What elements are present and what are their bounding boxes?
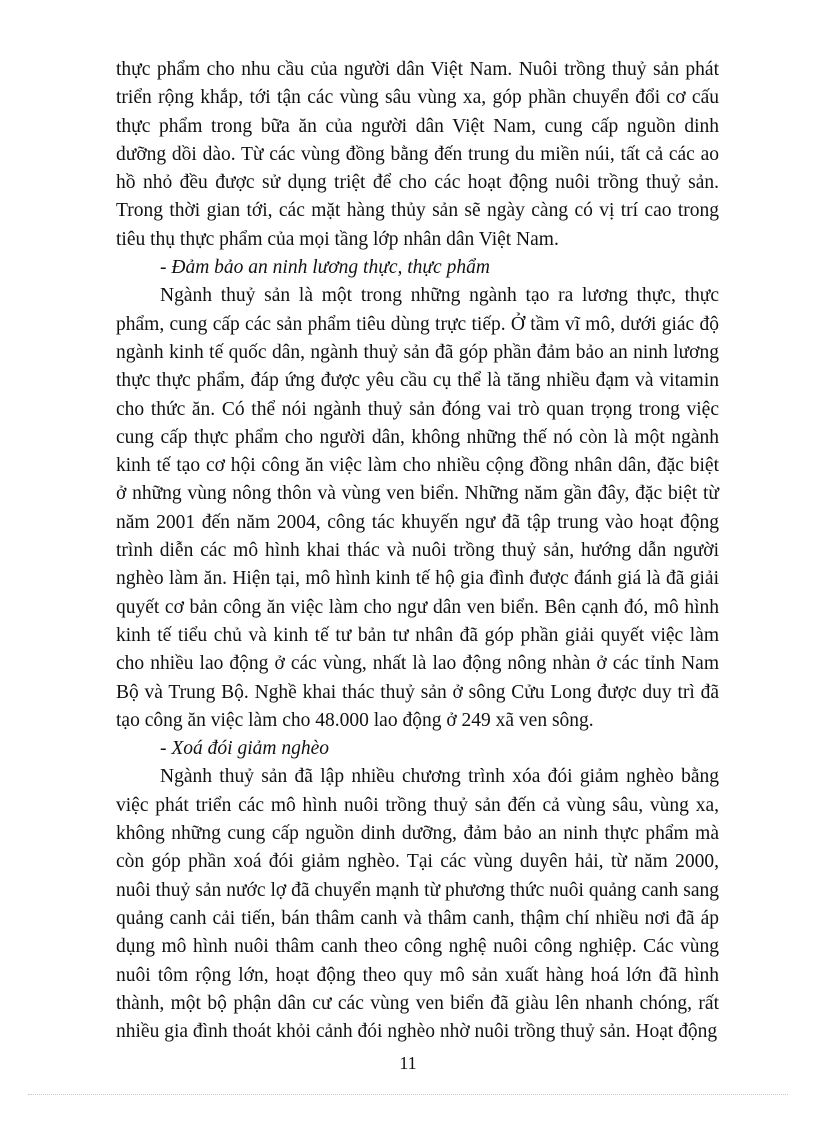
- section-heading-poverty-reduction: - Xoá đói giảm nghèo: [160, 738, 329, 760]
- page-bottom-divider: [28, 1094, 788, 1095]
- document-page: [116, 56, 719, 1046]
- paragraph-food-security: Ngành thuỷ sản là một trong những ngành tạo ra lương thực, thực phẩm, cung cấp các sản phẩm tiêu dùng trực tiếp. Ở tầm vĩ mô, dưới giác độ ngành kinh tế quốc dân, ngành thuỷ sản đã góp phần đảm bảo an ninh lương thực thực phẩm, đáp ứng được yêu cầu cụ thể là tăng nhiều đạm và vitamin cho thức ăn. Có thể nói ngành thuỷ sản đóng vai trò quan trọng trong việc cung cấp thực phẩm cho người dân, không những thế nó còn là một ngành kinh tế tạo cơ hội công ăn việc làm cho nhiều cộng đồng nhân dân, đặc biệt ở những vùng nông thôn và vùng ven biển. Những năm gần đây, đặc biệt từ năm 2001 đến năm 2004, công tác khuyến ngư đã tập trung vào hoạt động trình diễn các mô hình khai thác và nuôi trồng thuỷ sản, hướng dẫn người nghèo làm ăn. Hiện tại, mô hình kinh tế hộ gia đình được đánh giá là đã giải quyết cơ bản công ăn việc làm cho ngư dân ven biển. Bên cạnh đó, mô hình kinh tế tiểu chủ và kinh tế tư bản tư nhân đã góp phần giải quyết việc làm cho nhiều lao động ở các vùng, nhất là lao động nông nhàn ở các tỉnh Nam Bộ và Trung Bộ. Nghề khai thác thuỷ sản ở sông Cửu Long được duy trì đã tạo công ăn việc làm cho 48.000 lao động ở 249 xã ven sông.: [116, 285, 719, 731]
- paragraph-intro: thực phẩm cho nhu cầu của người dân Việt Nam. Nuôi trồng thuỷ sản phát triển rộng khắp, tới tận các vùng sâu vùng xa, góp phần chuyển đổi cơ cấu thực phẩm trong bữa ăn của người dân Việt Nam, cung cấp nguồn dinh dưỡng dồi dào. Từ các vùng đồng bằng đến trung du miền núi, tất cả các ao hồ nhỏ đều được sử dụng triệt để cho các hoạt động nuôi trồng thuỷ sản. Trong thời gian tới, các mặt hàng thủy sản sẽ ngày càng có vị trí cao trong tiêu thụ thực phẩm của mọi tầng lớp nhân dân Việt Nam.: [116, 59, 719, 250]
- section-heading-food-security: - Đảm bảo an ninh lương thực, thực phẩm: [160, 257, 490, 279]
- paragraph-poverty-reduction: Ngành thuỷ sản đã lập nhiều chương trình xóa đói giảm nghèo bằng việc phát triển các mô hình nuôi trồng thuỷ sản đến cả vùng sâu, vùng xa, không những cung cấp nguồn dinh dưỡng, đảm bảo an ninh thực phẩm mà còn góp phần xoá đói giảm nghèo. Tại các vùng duyên hải, từ năm 2000, nuôi thuỷ sản nước lợ đã chuyển mạnh từ phương thức nuôi quảng canh sang quảng canh cải tiến, bán thâm canh và thâm canh, thậm chí nhiều nơi đã áp dụng mô hình nuôi thâm canh theo công nghệ nuôi công nghiệp. Các vùng nuôi tôm rộng lớn, hoạt động theo quy mô sản xuất hàng hoá lớn đã hình thành, một bộ phận dân cư các vùng ven biển đã giàu lên nhanh chóng, rất nhiều gia đình thoát khỏi cảnh đói nghèo nhờ nuôi trồng thuỷ sản. Hoạt động: [116, 766, 719, 1043]
- page-number: 11: [399, 1053, 417, 1073]
